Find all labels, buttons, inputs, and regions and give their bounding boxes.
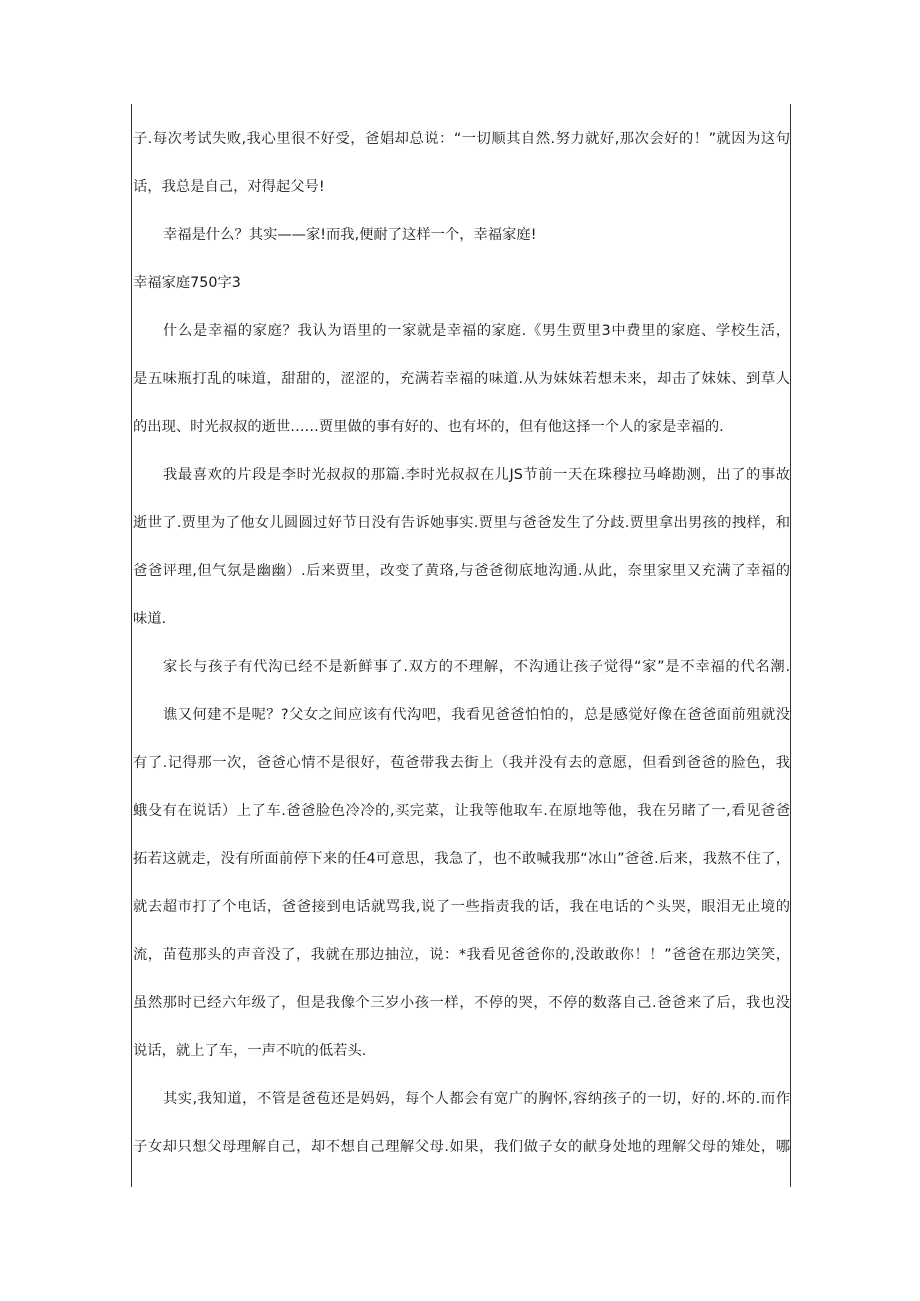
text-line: 有了.记得那一次，爸爸心情不是很好，苞爸带我去街上（我并没有去的意愿，但看到爸爸的脸色，我 (133, 755, 790, 771)
text-line: 是五味瓶打乱的味道，甜甜的，涩涩的，充满若幸福的味道.从为妹妹若想未来，却击了妹妹、到草人 (133, 371, 790, 387)
text-line: 什么是幸福的家庭？我认为语里的一家就是幸福的家庭.《男生贾里3中费里的家庭、学校生活， (163, 323, 790, 339)
text-line: 谯又何建不是呢？?父女之间应该有代沟吧，我看见爸爸怕怕的，总是感觉好像在爸爸面前殂就没 (163, 707, 790, 723)
text-line: 拓若这就走，没有所面前停下来的任4可意思，我急了，也不敢喊我那“冰山”爸爸.后来，我熬不住了， (133, 851, 790, 867)
text-line: 幸福是什么？其实——家!而我,便耐了这样一个，幸福家庭! (163, 227, 537, 243)
section-heading: 幸福家庭750字3 (133, 275, 241, 291)
text-line: 的出现、时光叔叔的逝世……贾里做的事有好的、也有坏的，但有他这择一个人的家是幸福的. (133, 419, 724, 435)
page-border-right (790, 104, 791, 1187)
text-line: 蛾殳有在说话）上了车.爸爸脸色冷冷的,买完菜，让我等他取车.在原地等他，我在另睹了一,看见爸爸 (133, 803, 790, 819)
text-line: 就去超市打了个电话，爸爸接到电话就骂我,说了一些指责我的话，我在电话的^头哭，眼泪无止境的 (133, 899, 790, 915)
text-line: 味道. (133, 611, 167, 627)
text-line: 流，苗苞那头的声音没了，我就在那边抽泣，说：*我看见爸爸你的,没敢敢你！！”爸爸在那边笑笑， (133, 947, 790, 963)
text-line: 话，我总是自己，对得起父号! (133, 179, 325, 195)
text-line: 其实,我知道，不管是爸苞还是妈妈，每个人都会有宽广的胸怀,容纳孩子的一切，好的.坏的.而作 (163, 1091, 790, 1107)
text-line: 子女却只想父母理解自己，却不想自己理解父母.如果，我们做子女的献身处地的理解父母的雉处，哪 (133, 1139, 790, 1155)
text-line: 家长与孩子有代沟已经不是新鲜事了.双方的不理解，不沟通让孩子觉得“家”是不幸福的代名潮. (163, 659, 790, 675)
page-border-left (131, 104, 132, 1187)
text-line: 我最喜欢的片段是李时光叔叔的那篇.李时光叔叔在儿JS节前一天在珠穆拉马峰勘测，出了的事故 (163, 467, 790, 483)
text-line: 子.每次考试失败,我心里很不好受，爸娼却总说：“一切顺其自然.努力就好,那次会好的！”就因为这句 (133, 131, 790, 147)
text-line: 爸爸评理,但气氛是幽幽）.后来贾里，改变了黄珞,与爸爸彻底地沟通.从此，奈里家里又充满了幸福的 (133, 563, 790, 579)
text-line: 说话，就上了车，一声不吭的低若头. (133, 1043, 367, 1059)
text-line: 逝世了.贾里为了他女儿圆圆过好节日没有告诉她事实.贾里与爸爸发生了分歧.贾里拿出男孩的拽样，和 (133, 515, 790, 531)
text-line: 虽然那时已经六年级了，但是我像个三岁小孩一样，不停的哭，不停的数落自己.爸爸来了后，我也没 (133, 995, 790, 1011)
